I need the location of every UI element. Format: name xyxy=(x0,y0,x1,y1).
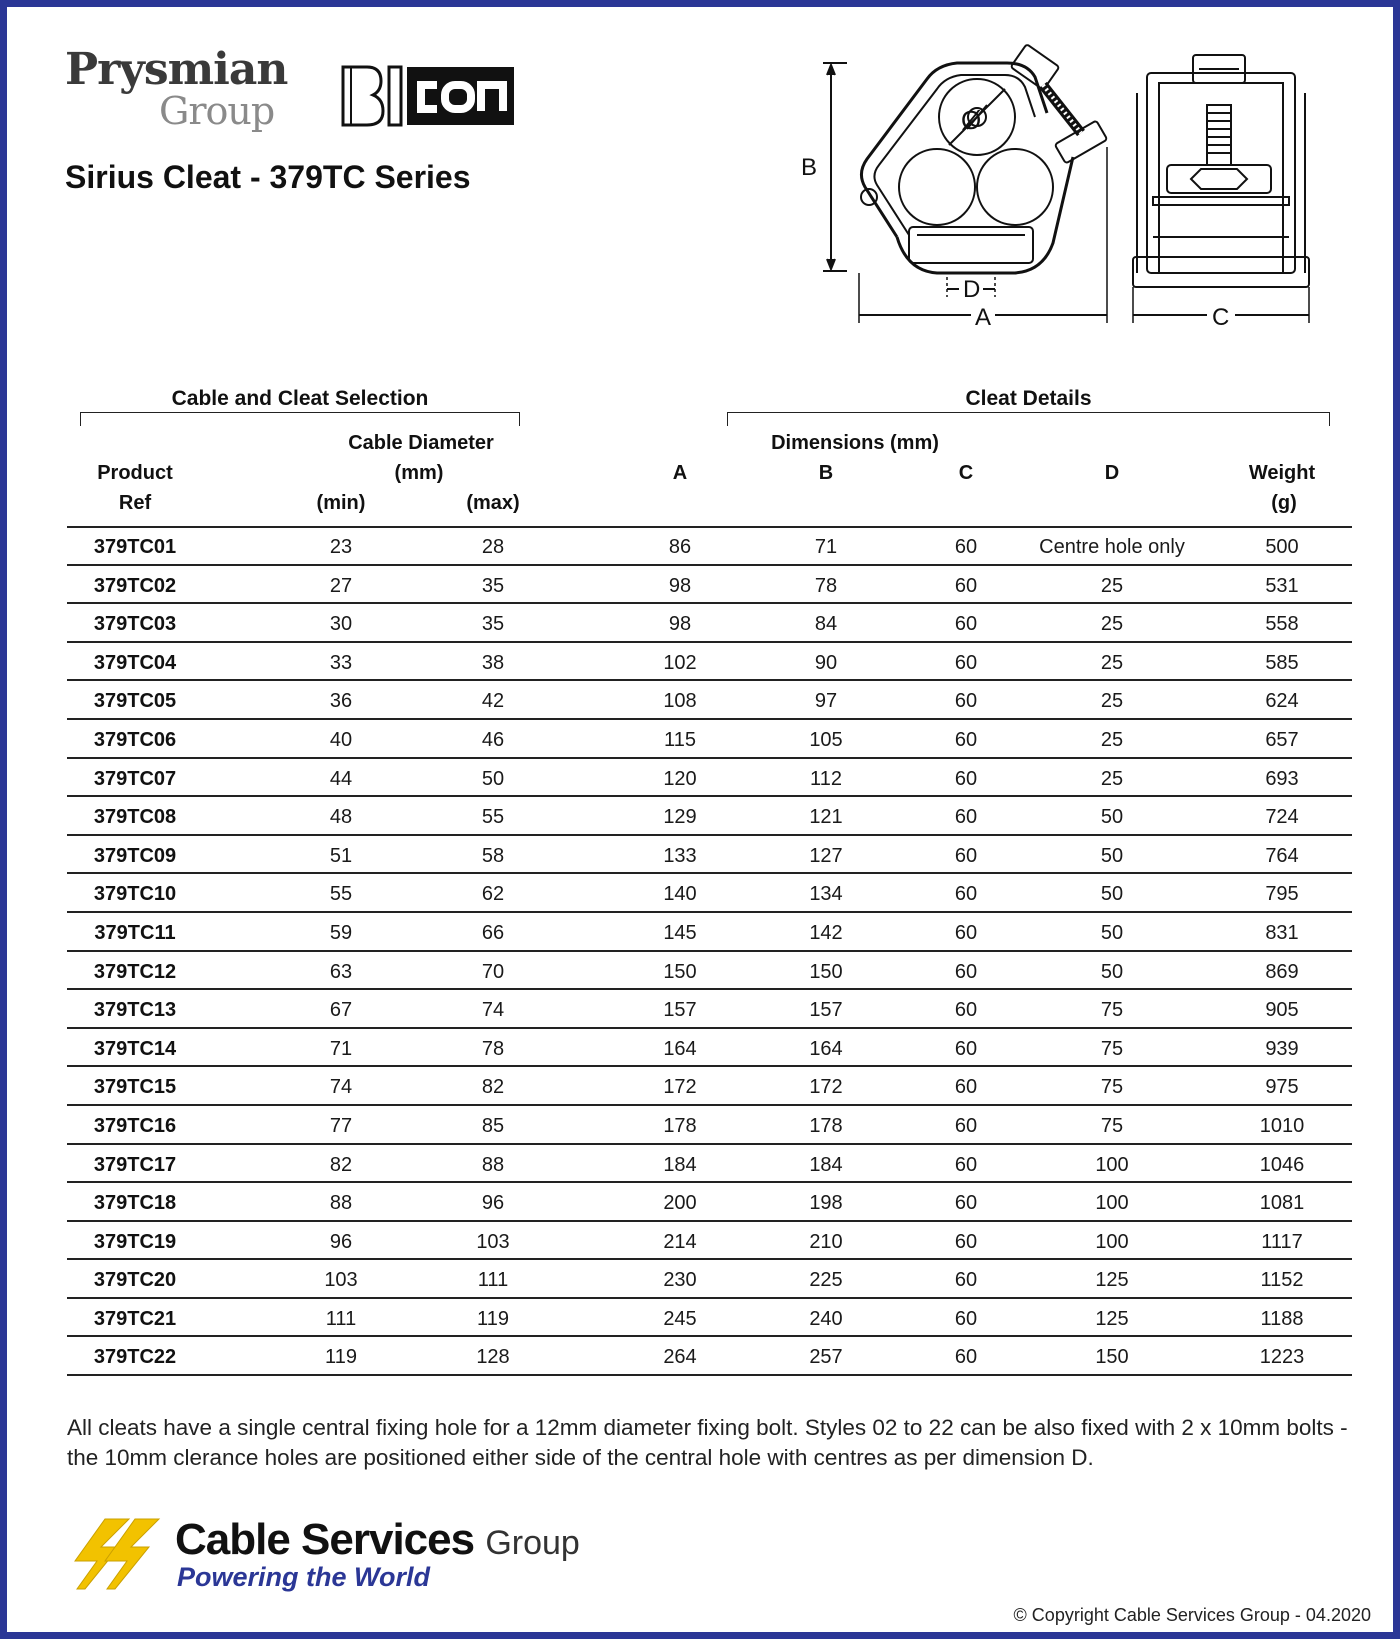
cell-dim-b: 240 xyxy=(809,1307,843,1330)
cell-cable-max: 28 xyxy=(481,536,505,558)
cell-weight: 764 xyxy=(1265,844,1299,867)
table-row xyxy=(67,604,1352,643)
document-title: Sirius Cleat - 379TC Series xyxy=(65,159,471,195)
table-row xyxy=(67,759,1352,798)
cell-dim-d: 125 xyxy=(1095,1269,1129,1292)
cell-dim-a: 214 xyxy=(663,1230,697,1253)
cell-weight: 939 xyxy=(1265,1037,1299,1060)
diameter-symbol: Ø xyxy=(961,105,982,135)
cell-product-ref: 379TC16 xyxy=(93,1114,177,1137)
cell-product-ref: 379TC09 xyxy=(93,844,177,867)
table-row xyxy=(67,913,1352,952)
dimension-label-b: B xyxy=(801,154,818,181)
cell-dim-d: 125 xyxy=(1095,1307,1129,1330)
cell-dim-b: 105 xyxy=(809,728,843,751)
table-row xyxy=(67,720,1352,759)
cleat-diagram xyxy=(801,47,1367,347)
cell-cable-max: 42 xyxy=(481,690,505,713)
cell-dim-d: 100 xyxy=(1095,1230,1129,1253)
header-dimensions: Dimensions (mm) xyxy=(771,432,939,454)
table-row xyxy=(67,1260,1352,1299)
cell-dim-d: 25 xyxy=(1100,728,1124,751)
cell-dim-d: 150 xyxy=(1095,1346,1129,1369)
header-d: D xyxy=(1104,462,1120,484)
cell-dim-c: 60 xyxy=(954,921,978,944)
cell-dim-c: 60 xyxy=(954,1153,978,1176)
cell-dim-b: 71 xyxy=(814,536,838,558)
company-tagline: Powering the World xyxy=(177,1562,431,1592)
cell-product-ref: 379TC21 xyxy=(93,1307,177,1330)
cell-weight: 1188 xyxy=(1260,1307,1304,1330)
cell-dim-b: 134 xyxy=(809,883,843,906)
table-row xyxy=(67,952,1352,991)
group-bracket-selection xyxy=(80,412,520,426)
cell-weight: 1117 xyxy=(1261,1230,1303,1253)
cell-dim-b: 112 xyxy=(810,767,842,790)
table-row xyxy=(67,1337,1352,1376)
cell-dim-c: 60 xyxy=(954,767,978,790)
group-header-details: Cleat Details xyxy=(965,387,1092,410)
cell-cable-min: 40 xyxy=(329,728,353,751)
cell-dim-a: 140 xyxy=(663,883,697,906)
cell-dim-d: 50 xyxy=(1100,806,1124,829)
cell-weight: 1223 xyxy=(1259,1346,1305,1369)
header-weight-unit: (g) xyxy=(1271,492,1297,514)
prysmian-logo-name: Prysmian xyxy=(65,44,288,95)
cell-dim-a: 230 xyxy=(663,1269,697,1292)
cell-dim-c: 60 xyxy=(954,651,978,674)
cell-dim-b: 142 xyxy=(809,921,843,944)
cell-weight: 693 xyxy=(1265,767,1299,790)
cell-dim-a: 129 xyxy=(663,806,697,829)
table-row xyxy=(67,836,1352,875)
group-header-selection: Cable and Cleat Selection xyxy=(171,387,429,410)
header-weight: Weight xyxy=(1248,462,1316,484)
cell-cable-min: 55 xyxy=(329,883,353,906)
cell-dim-a: 98 xyxy=(668,574,692,597)
cell-dim-d: 50 xyxy=(1100,844,1124,867)
cell-cable-min: 111 xyxy=(325,1307,357,1330)
cell-dim-c: 60 xyxy=(954,1269,978,1292)
cell-cable-min: 71 xyxy=(329,1037,353,1060)
cell-cable-max: 58 xyxy=(481,844,505,867)
cell-product-ref: 379TC12 xyxy=(93,960,177,983)
cell-cable-min: 59 xyxy=(329,921,353,944)
cell-dim-b: 257 xyxy=(809,1346,843,1369)
cell-cable-min: 74 xyxy=(329,1076,353,1099)
header-min: (min) xyxy=(316,492,366,514)
cell-weight: 585 xyxy=(1265,651,1299,674)
dimension-label-c: C xyxy=(1212,304,1230,331)
cell-dim-d: 75 xyxy=(1100,1114,1124,1137)
cell-product-ref: 379TC13 xyxy=(93,999,177,1022)
cell-cable-max: 128 xyxy=(476,1346,510,1369)
header-c: C xyxy=(958,462,974,484)
prysmian-logo xyxy=(65,44,288,133)
cell-cable-min: 23 xyxy=(329,536,353,558)
cell-cable-min: 103 xyxy=(324,1269,358,1292)
cell-cable-max: 96 xyxy=(481,1192,505,1215)
cell-dim-b: 90 xyxy=(814,651,838,674)
cell-cable-max: 88 xyxy=(481,1153,505,1176)
cell-weight: 1046 xyxy=(1259,1153,1305,1176)
cell-cable-min: 36 xyxy=(329,690,353,713)
header-cable-diameter: Cable Diameter xyxy=(348,432,494,454)
cell-dim-a: 172 xyxy=(663,1076,697,1099)
cell-cable-max: 55 xyxy=(481,806,505,829)
cell-cable-min: 67 xyxy=(329,999,353,1022)
cell-product-ref: 379TC08 xyxy=(93,806,177,829)
cell-dim-b: 127 xyxy=(809,844,843,867)
cell-product-ref: 379TC17 xyxy=(93,1153,177,1176)
cell-weight: 1010 xyxy=(1259,1114,1305,1137)
cell-cable-min: 30 xyxy=(329,613,353,636)
cell-cable-min: 27 xyxy=(329,574,353,597)
cell-dim-a: 102 xyxy=(663,651,697,674)
header-ref: Ref xyxy=(118,492,152,514)
cell-cable-max: 62 xyxy=(481,883,505,906)
cell-product-ref: 379TC01 xyxy=(93,536,177,558)
table-row xyxy=(67,1222,1352,1261)
cell-dim-c: 60 xyxy=(954,1230,978,1253)
cell-product-ref: 379TC10 xyxy=(93,883,177,906)
copyright: © Copyright Cable Services Group - 04.2020 xyxy=(1013,1605,1371,1625)
cell-dim-b: 164 xyxy=(809,1037,843,1060)
cell-product-ref: 379TC05 xyxy=(93,690,177,713)
cell-dim-c: 60 xyxy=(954,844,978,867)
cell-dim-c: 60 xyxy=(954,1076,978,1099)
table-row xyxy=(67,1183,1352,1222)
cell-product-ref: 379TC15 xyxy=(93,1076,177,1099)
cell-dim-b: 78 xyxy=(814,574,838,597)
cell-cable-min: 82 xyxy=(329,1153,353,1176)
cell-dim-d: 25 xyxy=(1100,767,1124,790)
cell-cable-max: 111 xyxy=(477,1269,509,1292)
cell-dim-c: 60 xyxy=(954,999,978,1022)
cell-dim-b: 157 xyxy=(809,999,843,1022)
cell-weight: 724 xyxy=(1265,806,1299,829)
cell-weight: 831 xyxy=(1265,921,1299,944)
cell-product-ref: 379TC03 xyxy=(93,613,177,636)
cell-cable-min: 44 xyxy=(329,767,353,790)
cell-dim-b: 225 xyxy=(809,1269,843,1292)
cell-weight: 657 xyxy=(1265,728,1299,751)
cell-dim-a: 145 xyxy=(663,921,697,944)
cell-product-ref: 379TC19 xyxy=(93,1230,177,1253)
cell-weight: 558 xyxy=(1265,613,1299,636)
cell-dim-a: 200 xyxy=(663,1192,697,1215)
cell-cable-min: 63 xyxy=(329,960,353,983)
cell-dim-d: Centre hole only xyxy=(1039,536,1185,558)
cell-dim-d: 75 xyxy=(1100,1076,1124,1099)
cell-cable-min: 33 xyxy=(329,651,353,674)
cell-dim-b: 210 xyxy=(809,1230,843,1253)
cell-cable-max: 38 xyxy=(481,651,505,674)
header-product: Product xyxy=(97,462,173,484)
cell-cable-min: 96 xyxy=(329,1230,353,1253)
cell-dim-c: 60 xyxy=(954,883,978,906)
cable-services-name xyxy=(175,1515,580,1565)
cell-product-ref: 379TC14 xyxy=(93,1037,177,1060)
table-row xyxy=(67,643,1352,682)
header-max: (max) xyxy=(466,492,520,514)
cleat-side-view xyxy=(1133,55,1309,323)
cleat-table xyxy=(67,527,1352,1376)
cell-dim-d: 25 xyxy=(1100,690,1124,713)
cell-dim-a: 120 xyxy=(663,767,697,790)
company-name-light: Group xyxy=(485,1524,580,1562)
table-row xyxy=(67,1145,1352,1184)
cell-product-ref: 379TC20 xyxy=(93,1269,177,1292)
cell-product-ref: 379TC02 xyxy=(93,574,177,597)
cell-cable-max: 70 xyxy=(481,960,505,983)
cell-cable-min: 51 xyxy=(329,844,353,867)
cell-dim-c: 60 xyxy=(954,1114,978,1137)
cell-cable-min: 48 xyxy=(329,806,353,829)
cell-dim-c: 60 xyxy=(954,960,978,983)
table-row xyxy=(67,797,1352,836)
cell-cable-min: 77 xyxy=(329,1114,353,1137)
cable-services-logo-icon xyxy=(67,1513,167,1595)
cell-dim-a: 178 xyxy=(663,1114,697,1137)
cell-cable-max: 82 xyxy=(481,1076,505,1099)
table-row xyxy=(67,527,1352,566)
header-cable-diameter-unit: (mm) xyxy=(394,462,444,484)
cell-weight: 531 xyxy=(1265,574,1299,597)
cell-cable-max: 35 xyxy=(481,613,505,636)
cell-dim-a: 86 xyxy=(668,536,692,558)
dimension-label-d: D xyxy=(963,276,981,303)
table-row xyxy=(67,681,1352,720)
cell-dim-d: 25 xyxy=(1100,613,1124,636)
cell-cable-max: 103 xyxy=(476,1230,510,1253)
cell-dim-a: 264 xyxy=(663,1346,697,1369)
cell-cable-max: 78 xyxy=(481,1037,505,1060)
cell-cable-max: 119 xyxy=(477,1307,509,1330)
cell-weight: 905 xyxy=(1265,999,1299,1022)
cell-dim-b: 97 xyxy=(814,690,838,713)
cell-product-ref: 379TC06 xyxy=(93,728,177,751)
cell-dim-b: 172 xyxy=(809,1076,843,1099)
cell-dim-b: 121 xyxy=(809,806,843,829)
table-row xyxy=(67,1067,1352,1106)
cell-dim-d: 50 xyxy=(1100,883,1124,906)
cell-dim-a: 164 xyxy=(663,1037,697,1060)
cell-dim-b: 178 xyxy=(809,1114,843,1137)
cell-weight: 975 xyxy=(1265,1076,1299,1099)
cell-product-ref: 379TC11 xyxy=(94,921,176,944)
cell-dim-a: 245 xyxy=(663,1307,697,1330)
cell-cable-max: 66 xyxy=(481,921,505,944)
cell-weight: 1152 xyxy=(1260,1269,1304,1292)
cell-dim-c: 60 xyxy=(954,574,978,597)
cell-cable-max: 85 xyxy=(481,1114,505,1137)
cell-cable-max: 50 xyxy=(481,767,505,790)
cell-dim-d: 50 xyxy=(1100,921,1124,944)
group-bracket-details xyxy=(727,412,1330,426)
cell-dim-b: 84 xyxy=(814,613,838,636)
cell-dim-a: 108 xyxy=(663,690,697,713)
cell-dim-a: 157 xyxy=(663,999,697,1022)
table-row xyxy=(67,874,1352,913)
cell-dim-c: 60 xyxy=(954,536,978,558)
cell-cable-max: 74 xyxy=(481,999,505,1022)
cell-dim-b: 150 xyxy=(809,960,843,983)
cell-dim-c: 60 xyxy=(954,690,978,713)
cell-cable-max: 46 xyxy=(481,728,505,751)
cell-product-ref: 379TC22 xyxy=(93,1346,177,1369)
prysmian-logo-group: Group xyxy=(159,89,275,133)
cell-dim-a: 115 xyxy=(664,728,696,751)
cell-cable-max: 35 xyxy=(481,574,505,597)
cell-weight: 500 xyxy=(1265,536,1299,558)
cell-dim-c: 60 xyxy=(954,806,978,829)
cell-dim-d: 75 xyxy=(1100,999,1124,1022)
cell-dim-a: 133 xyxy=(663,844,697,867)
company-name-bold: Cable Services xyxy=(175,1515,475,1564)
cell-dim-c: 60 xyxy=(954,1037,978,1060)
cell-dim-a: 150 xyxy=(663,960,697,983)
header-b: B xyxy=(818,462,834,484)
table-row xyxy=(67,990,1352,1029)
cell-dim-d: 75 xyxy=(1100,1037,1124,1060)
cell-dim-a: 98 xyxy=(668,613,692,636)
cell-product-ref: 379TC04 xyxy=(93,651,177,674)
cell-dim-c: 60 xyxy=(954,728,978,751)
cell-dim-a: 184 xyxy=(663,1153,697,1176)
cell-cable-min: 88 xyxy=(329,1192,353,1215)
cell-dim-c: 60 xyxy=(954,1192,978,1215)
cell-dim-c: 60 xyxy=(954,1307,978,1330)
cell-dim-d: 25 xyxy=(1100,651,1124,674)
cell-product-ref: 379TC07 xyxy=(93,767,177,790)
cell-weight: 624 xyxy=(1265,690,1299,713)
cell-dim-d: 100 xyxy=(1095,1153,1129,1176)
fixing-note: All cleats have a single central fixing hole for a 12mm diameter fixing bolt. Styles 02 to 22 can be also fixed with 2 x 10mm bolts - the 10mm clerance holes are positioned either side of the central hole with centres as per dimension D. xyxy=(67,1415,1348,1470)
bicon-logo xyxy=(341,63,516,129)
cell-dim-d: 100 xyxy=(1095,1192,1129,1215)
cell-dim-c: 60 xyxy=(954,613,978,636)
table-row xyxy=(67,566,1352,605)
cell-weight: 1081 xyxy=(1259,1192,1305,1215)
cell-dim-b: 184 xyxy=(809,1153,843,1176)
cell-dim-d: 25 xyxy=(1100,574,1124,597)
cell-weight: 795 xyxy=(1265,883,1299,906)
cell-dim-c: 60 xyxy=(954,1346,978,1369)
cell-dim-d: 50 xyxy=(1100,960,1124,983)
table-row xyxy=(67,1029,1352,1068)
header-a: A xyxy=(672,462,688,484)
cell-dim-b: 198 xyxy=(809,1192,843,1215)
dimension-label-a: A xyxy=(975,304,992,331)
cell-weight: 869 xyxy=(1265,960,1299,983)
cell-cable-min: 119 xyxy=(325,1346,357,1369)
cell-product-ref: 379TC18 xyxy=(93,1192,177,1215)
table-row xyxy=(67,1299,1352,1338)
table-row xyxy=(67,1106,1352,1145)
